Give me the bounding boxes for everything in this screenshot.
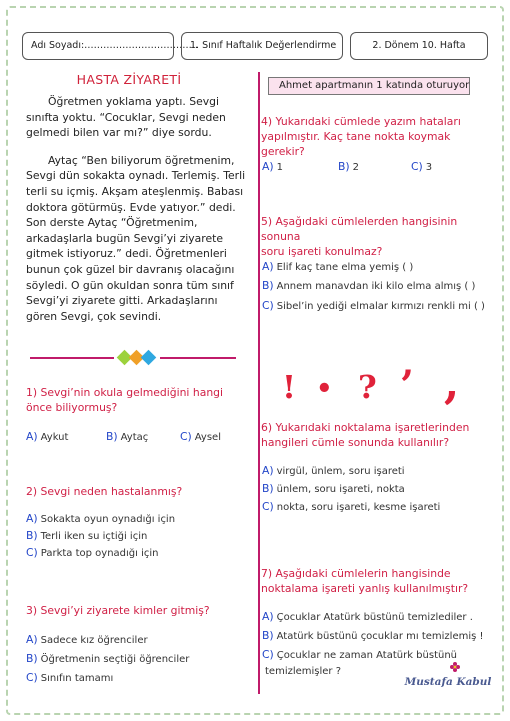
q5-option-b[interactable]: B) Annem manavdan iki kilo elma almış ( ) xyxy=(262,279,476,292)
column-divider xyxy=(258,72,260,694)
q2-option-b[interactable]: B) Terli iken su içtiği için xyxy=(26,529,148,542)
period-mark: • xyxy=(316,374,333,404)
q5-option-a[interactable]: A) Elif kaç tane elma yemiş ( ) xyxy=(262,260,414,273)
q1-option-a[interactable]: A) Aykut xyxy=(26,430,69,443)
sample-sentence-box: Ahmet apartmanın 1 katında oturuyor xyxy=(268,77,470,95)
author-signature: Mustafa Kabul xyxy=(404,676,492,688)
worksheet-header xyxy=(22,32,488,60)
q1-option-b[interactable]: B) Aytaç xyxy=(106,430,149,443)
question-4-title: 4) Yukarıdaki cümlede yazım hataları yapılmıştır. Kaç tane nokta koymak gerekir? xyxy=(261,115,461,158)
q1-option-c[interactable]: C) Aysel xyxy=(180,430,221,443)
q7-option-b[interactable]: B) Atatürk büstünü çocuklar mı temizlemiş ! xyxy=(262,629,484,642)
question-3-title: 3) Sevgi’yi ziyarete kimler gitmiş? xyxy=(26,604,210,617)
story-paragraph: Aytaç “Ben biliyorum öğretmenim, Sevgi dün sokakta oynadı. Terlemiş. Terli terli su içmiş. Akşam ateşlenmiş. Babası doktora götürmüş. Evde yatıyor.” dedi. Son derste Aytaç “Öğretmenim, arkadaşlarla bugün Sevgi’yi ziyarete gitmek istiyoruz.” dedi. Öğretmenleri bunun çok güzel bir davranış olacağını söyledi. O gün okuldan sonra tüm sınıf Sevgi’yi ziyarete gitti. Arkadaşlarını gören Sevgi, çok sevindi. xyxy=(26,153,246,323)
q7-option-c[interactable]: C) Çocuklar ne zaman Atatürk büstünü xyxy=(262,648,458,661)
q4-option-b[interactable]: B) 2 xyxy=(338,160,359,173)
ornament-line-right xyxy=(160,357,236,359)
exclamation-mark: ! xyxy=(282,368,297,406)
q3-option-a[interactable]: A) Sadece kız öğrenciler xyxy=(26,633,148,646)
question-mark: ? xyxy=(358,368,377,406)
story-text xyxy=(26,94,248,324)
q5-option-c[interactable]: C) Sibel’in yediği elmalar kırmızı renkli mi ( ) xyxy=(262,299,485,312)
flower-icon xyxy=(449,661,461,673)
apostrophe-mark: ’ xyxy=(400,362,414,409)
story-paragraph: Öğretmen yoklama yaptı. Sevgi sınıfta yoktu. “Cocuklar, Sevgi neden gelmedi bilen var mı?” diye sordu. xyxy=(26,95,226,140)
question-1-title: 1) Sevgi’nin okula gelmediğini hangi önce biliyormuş? xyxy=(26,386,224,414)
question-5-title: 5) Aşağıdaki cümlelerden hangisinin sonuna soru işareti konulmaz? xyxy=(261,215,458,258)
evaluation-title: 1. Sınıf Haftalık Değerlendirme xyxy=(181,32,343,60)
story-title: HASTA ZİYARETİ xyxy=(76,72,182,87)
q6-option-c[interactable]: C) nokta, soru işareti, kesme işareti xyxy=(262,500,441,513)
q7-option-a[interactable]: A) Çocuklar Atatürk büstünü temizlediler . xyxy=(262,610,473,623)
q3-option-b[interactable]: B) Öğretmenin seçtiği öğrenciler xyxy=(26,652,190,665)
question-6-title: 6) Yukarıdaki noktalama işaretlerinden hangileri cümle sonunda kullanılır? xyxy=(261,421,470,449)
ornament-line-left xyxy=(30,357,114,359)
student-name-field[interactable]: Adı Soyadı:……………………………… xyxy=(22,32,174,60)
q2-option-c[interactable]: C) Parkta top oynadığı için xyxy=(26,546,159,559)
term-week-label: 2. Dönem 10. Hafta xyxy=(350,32,488,60)
q4-option-a[interactable]: A) 1 xyxy=(262,160,283,173)
q3-option-c[interactable]: C) Sınıfın tamamı xyxy=(26,671,114,684)
q2-option-a[interactable]: A) Sokakta oyun oynadığı için xyxy=(26,512,176,525)
q4-option-c[interactable]: C) 3 xyxy=(411,160,433,173)
q6-option-a[interactable]: A) virgül, ünlem, soru işareti xyxy=(262,464,405,477)
q6-option-b[interactable]: B) ünlem, soru işareti, nokta xyxy=(262,482,405,495)
question-7-title: 7) Aşağıdaki cümlelerin hangisinde noktalama işareti yanlış kullanılmıştır? xyxy=(261,567,469,595)
question-2-title: 2) Sevgi neden hastalanmış? xyxy=(26,485,183,498)
q7-option-c-continued: temizlemişler ? xyxy=(265,666,342,677)
comma-mark: , xyxy=(444,358,460,409)
